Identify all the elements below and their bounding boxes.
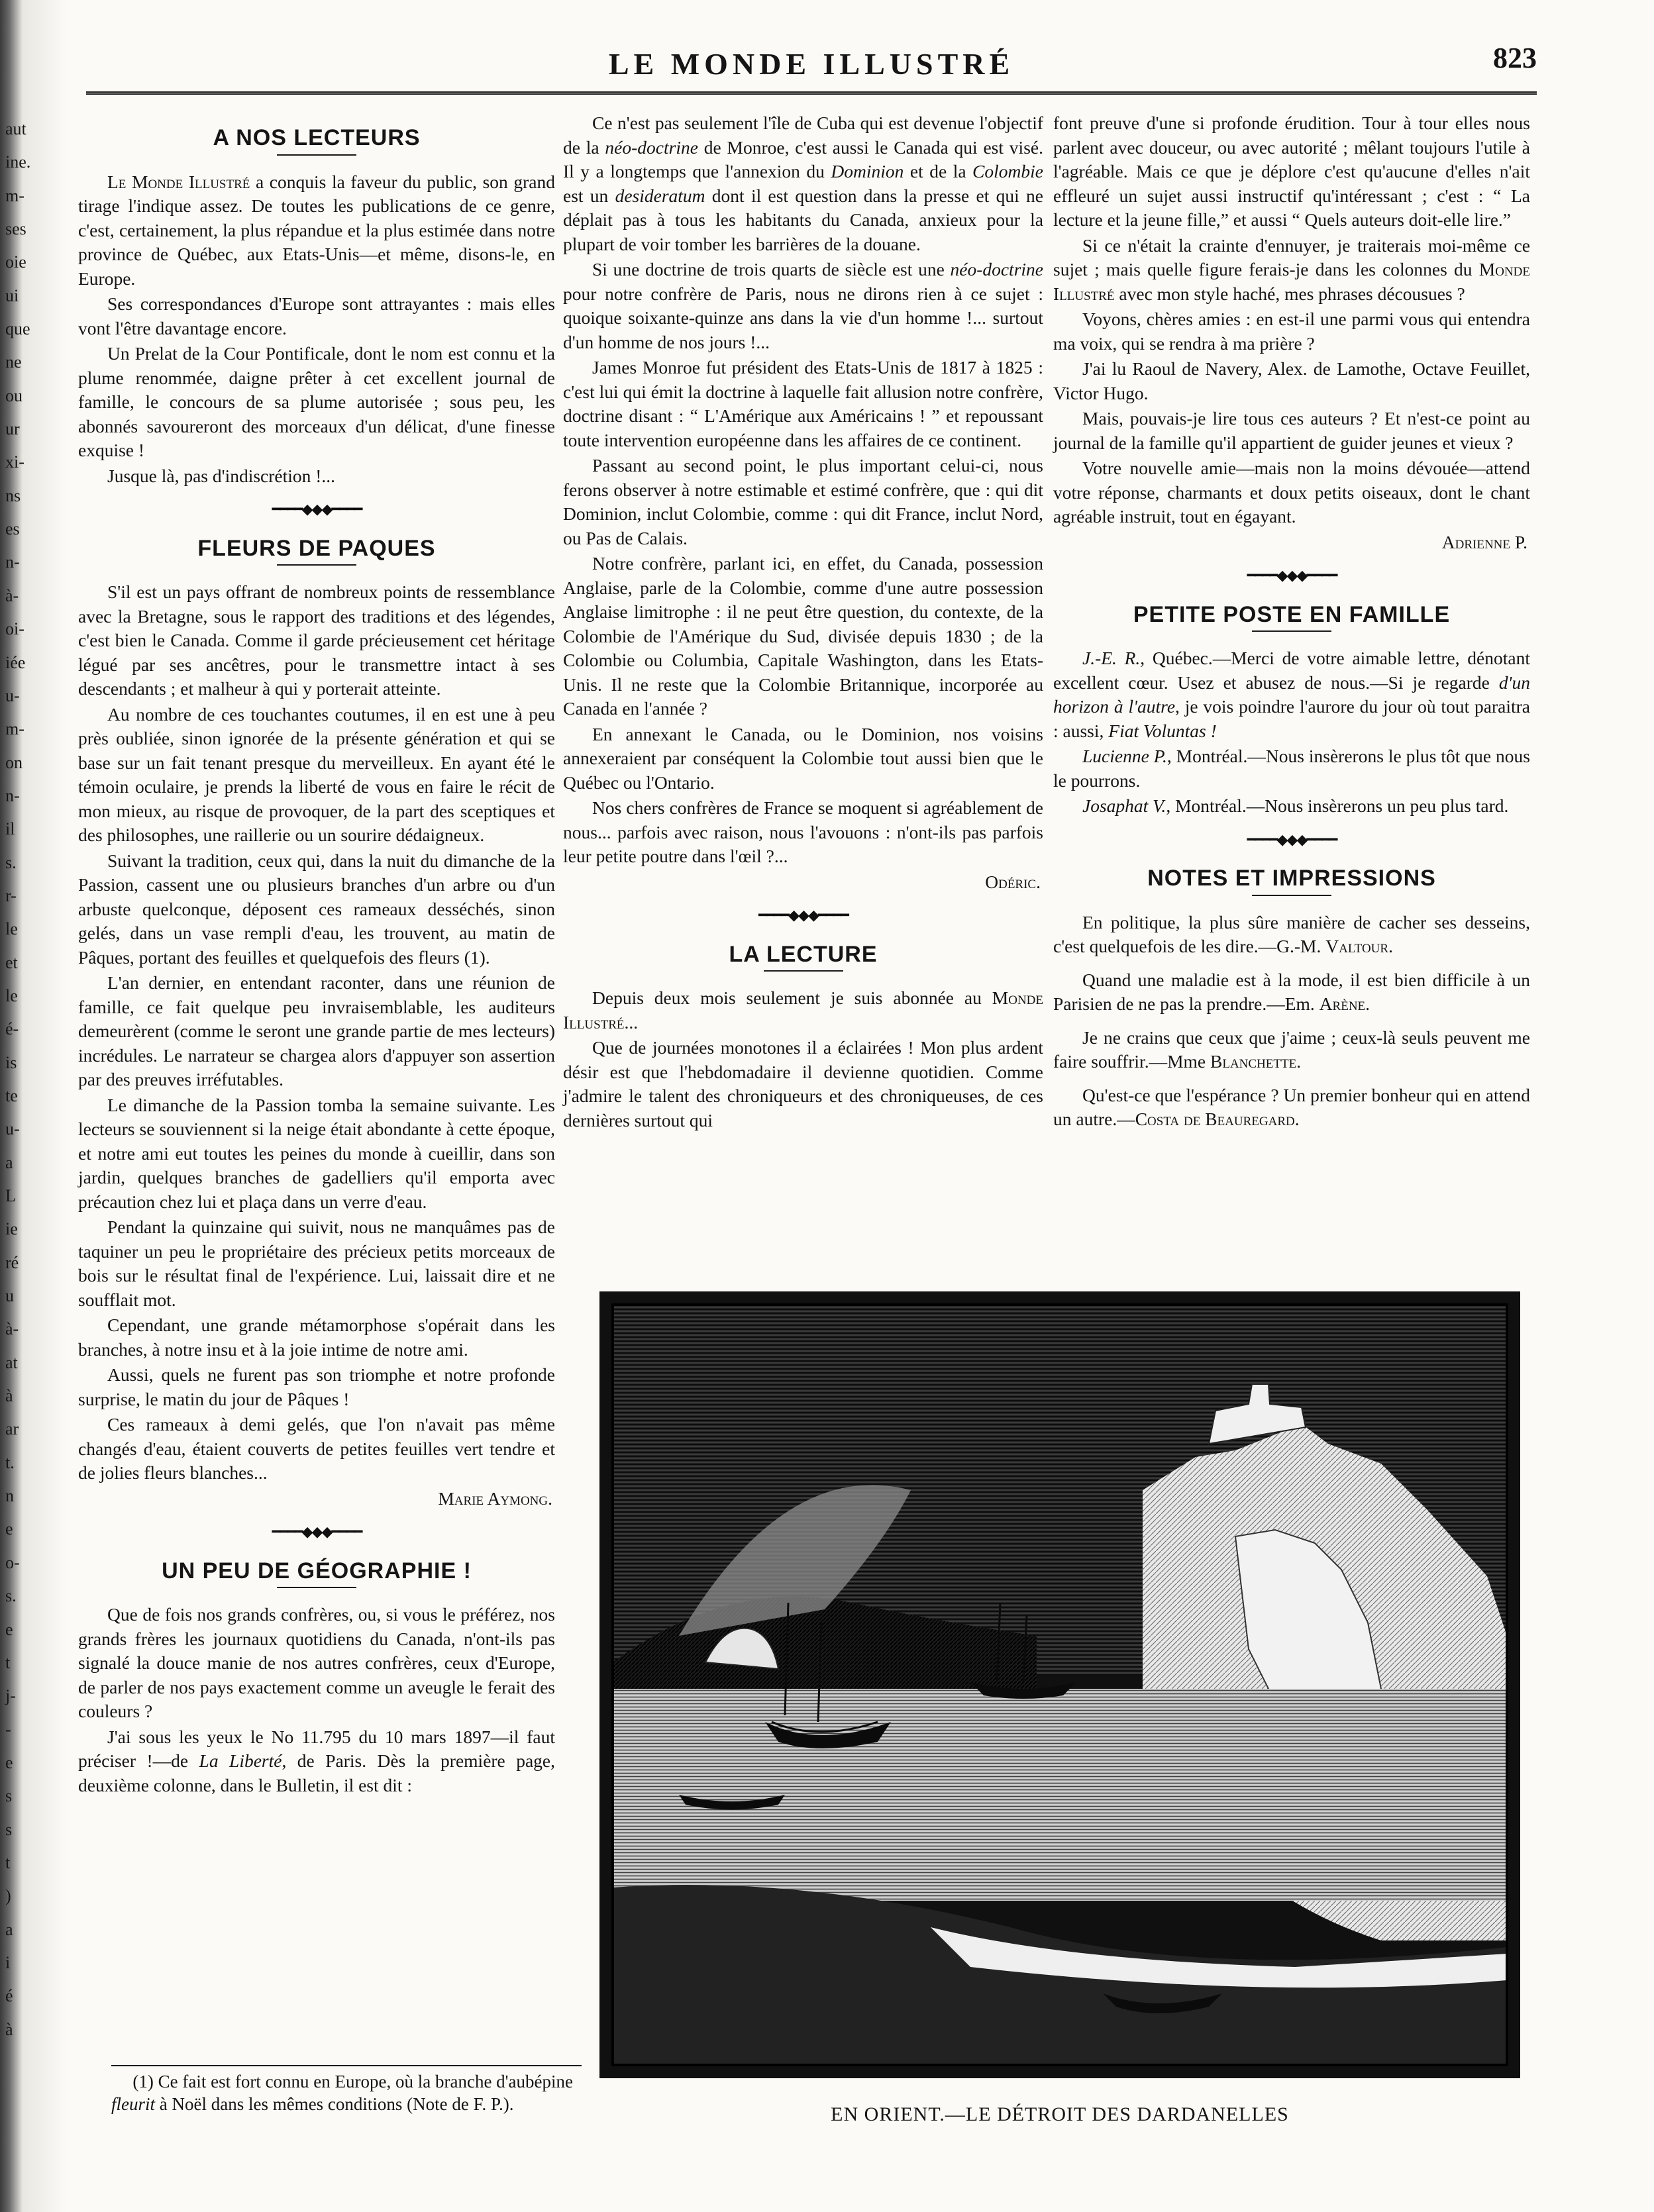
section-title-geographie: UN PEU DE GÉOGRAPHIE ! (162, 1558, 472, 1584)
paragraph: Ses correspondances d'Europe sont attrayantes : mais elles vont l'être davantage encore. (78, 293, 555, 338)
binding-fragment: ui (5, 285, 19, 305)
section-ornament: ━━━━◆◆◆━━━━ (1247, 567, 1337, 583)
binding-fragment: ) (5, 1886, 11, 1906)
binding-fragment: ne (5, 352, 22, 372)
column-1 (78, 111, 555, 1799)
binding-fragment: et (5, 952, 18, 972)
binding-fragment: s (5, 1786, 13, 1806)
binding-fragment: que (5, 319, 30, 339)
title-underline (1252, 630, 1331, 632)
paragraph: J'ai lu Raoul de Navery, Alex. de Lamothe, Octave Feuillet, Victor Hugo. (1053, 358, 1530, 403)
paragraph: Qu'est-ce que l'espérance ? Un premier bonheur qui en attend un autre.—Costa de Beauregard. (1053, 1084, 1530, 1129)
binding-fragment: i (5, 1952, 11, 1972)
binding-fragment: r- (5, 885, 17, 905)
paragraph: Le dimanche de la Passion tomba la semaine suivante. Les lecteurs se souviennent si la neige était abondante à cette époque, et notre ami eut toutes les peines du monde à cueillir, dans son jardin, quelques branches de gadelliers qu'il emporta avec précaution chez lui et plaça dans un verre d'eau. (78, 1094, 555, 1212)
section-title-la-lecture: LA LECTURE (729, 941, 878, 967)
binding-fragment: L (5, 1186, 16, 1206)
binding-fragment: t (5, 1852, 11, 1872)
section-ornament: ━━━━◆◆◆━━━━ (272, 501, 362, 517)
binding-fragment: u- (5, 1119, 20, 1139)
paragraph: Un Prelat de la Cour Pontificale, dont le nom est connu et la plume renommée, daigne prêter à cet excellent journal de famille, le concours de sa plume autorisée ; sous peu, les abonnés savoureront des morceaux d'un délicat, d'une finesse exquise ! (78, 343, 555, 460)
paragraph: Passant au second point, le plus important celui-ci, nous ferons observer à notre estimable et estimé confrère, que : qui dit Dominion, inclut Colombie, comme : qui dit France, inclut Nord, ou Pas de Calais. (563, 455, 1043, 548)
column-3 (1053, 111, 1530, 1133)
section-ornament: ━━━━◆◆◆━━━━ (758, 907, 848, 923)
binding-fragment: à (5, 1386, 13, 1406)
binding-fragment: à- (5, 585, 19, 605)
binding-fragment: at (5, 1352, 18, 1372)
title-underline (277, 1587, 356, 1588)
binding-fragment: ine. (5, 152, 31, 172)
paragraph: Le Monde Illustré a conquis la faveur du public, son grand tirage l'indique assez. De toutes les publications de ce genre, c'est, certainement, la plus répandue et la plus estimée dans notre province de Québec, aux Etats-Unis—et même, disons-le, en Europe. (78, 171, 555, 289)
binding-fragment: e (5, 1519, 13, 1539)
binding-fragment: t. (5, 1452, 15, 1472)
paragraph: Suivant la tradition, ceux qui, dans la nuit du dimanche de la Passion, cassent une ou plusieurs branches d'un arbre ou d'un arbuste quelconque, déposent ces rameaux desséchés, sinon gelés, dans un vase rempli d'eau, les trouvent, au matin de Pâques, portant des feuilles et quelquefois des fleurs (1). (78, 850, 555, 968)
binding-fragment: is (5, 1052, 17, 1072)
binding-fragment: e (5, 1752, 13, 1772)
paragraph: Votre nouvelle amie—mais non la moins dévouée—attend votre réponse, charmants et doux petits oiseaux, dont le chant agréable instruit, tout en égayant. (1053, 458, 1530, 527)
author-signature: Marie Aymong. (438, 1487, 552, 1509)
paragraph: Si une doctrine de trois quarts de siècle est une néo-doctrine pour notre confrère de Paris, nous ne dirons rien à ce sujet : quoique soixante-quinze ans dans la vie d'un homme !... surtout d'un homme de nos jours !... (563, 259, 1043, 352)
binding-fragment: a (5, 1152, 13, 1172)
binding-fragment: m- (5, 719, 25, 739)
binding-fragment: n- (5, 552, 20, 572)
title-underline (277, 154, 356, 156)
binding-fragment: a (5, 1919, 13, 1939)
paragraph: Je ne crains que ceux que j'aime ; ceux-là seuls peuvent me faire souffrir.—Mme Blanchette. (1053, 1027, 1530, 1072)
paragraph: Notre confrère, parlant ici, en effet, du Canada, possession Anglaise, parle de la Colombie, comme d'une autre possession Anglaise limitrophe : il ne peut être question, du contexte, de la Colombie de l'Amérique du Sud, divisée depuis 1830 ; de la Colombie ou Columbia, Capitale Washington, dans les Etats-Unis. Il ne reste que la Colombie Britannique, incorporée au Canada en l'année ? (563, 553, 1043, 719)
binding-fragment: ur (5, 419, 20, 439)
binding-fragment: le (5, 919, 18, 939)
paragraph: En annexant le Canada, ou le Dominion, nos voisins annexeraient par conséquent la Colombie tout aussi bien que le Québec ou l'Ontario. (563, 723, 1043, 793)
binding-fragment: ré (5, 1252, 19, 1272)
paragraph: Au nombre de ces touchantes coutumes, il en est une à peu près oubliée, sinon ignorée de la présente génération et qui se base sur un fait tenant presque du merveilleux. En ayant été le témoin oculaire, je prends la liberté de vous en faire le récit de mon mieux, au risque de provoquer, de la part des sceptiques et des philosophes, une raillerie ou un sourire dédaigneux. (78, 703, 555, 845)
paragraph: Aussi, quels ne furent pas son triomphe et notre profonde surprise, le matin du jour de Pâques ! (78, 1364, 555, 1409)
paragraph: S'il est un pays offrant de nombreux points de ressemblance avec la Bretagne, sous le rapport des traditions et des légendes, c'est bien le Canada. Comme il garde précieusement cet héritage légué par ses ancêtres, pour le transmettre intact à ses descendants ; et malheur à qui y porterait atteinte. (78, 581, 555, 699)
paragraph: Josaphat V., Montréal.—Nous insèrerons un peu plus tard. (1082, 795, 1509, 816)
binding-fragment: s (5, 1819, 13, 1839)
paragraph: Si ce n'était la crainte d'ennuyer, je traiterais moi-même ce sujet ; mais quelle figure ferais-je dans les colonnes du Monde Illustré avec mon style haché, mes phrases décousues ? (1053, 234, 1530, 304)
paragraph: L'an dernier, en entendant raconter, dans une réunion de famille, ce fait quelque peu invraisemblable, les auditeurs demeurèrent (comme le seront une grande partie de mes lecteurs) incrédules. Le narrateur se chargea alors d'appuyer son assertion par des preuves irréfutables. (78, 972, 555, 1089)
binding-fragment: le (5, 985, 18, 1005)
binding-fragment: j- (5, 1686, 16, 1706)
paragraph: Lucienne P., Montréal.—Nous insèrerons le plus tôt que nous le pourrons. (1053, 746, 1530, 791)
paragraph: Que de fois nos grands confrères, ou, si vous le préférez, nos grands frères les journaux quotidiens du Canada, n'ont-ils pas signalé la douce manie de nos autres confrères, ceux d'Europe, de parler de nos pays exactement comme un aveugle le ferait des couleurs ? (78, 1604, 555, 1721)
binding-fragment: t (5, 1652, 11, 1672)
binding-fragment: u- (5, 685, 20, 705)
binding-fragment: xi- (5, 452, 25, 472)
paragraph: Mais, pouvais-je lire tous ces auteurs ? Et n'est-ce point au journal de la famille qu'il appartient de guider jeunes et vieux ? (1053, 408, 1530, 453)
binding-fragment: o- (5, 1552, 20, 1572)
binding-fragment: n- (5, 785, 20, 805)
binding-fragment: il (5, 819, 15, 839)
binding-fragment: te (5, 1086, 18, 1105)
paragraph: James Monroe fut président des Etats-Unis de 1817 à 1825 : c'est lui qui émit la doctrine à laquelle fait allusion notre confrère, doctrine disant : “ L'Amérique aux Américains ! ” et repoussant toute intervention européenne dans les affaires de ce continent. (563, 357, 1043, 450)
section-ornament: ━━━━◆◆◆━━━━ (1247, 830, 1337, 848)
section-title-a-nos-lecteurs: A NOS LECTEURS (213, 125, 421, 150)
section-ornament: ━━━━◆◆◆━━━━ (272, 1523, 362, 1540)
paragraph: J'ai sous les yeux le No 11.795 du 10 mars 1897—il faut préciser !—de La Liberté, de Paris. Dès la première page, deuxième colonne, dans le Bulletin, il est dit : (78, 1726, 556, 1795)
paragraph: En politique, la plus sûre manière de cacher ses desseins, c'est quelquefois de les dire.—G.-M. Valtour. (1053, 911, 1530, 956)
binding-fragment: oi- (5, 619, 25, 639)
paragraph: Jusque là, pas d'indiscrétion !... (107, 465, 336, 486)
binding-fragment: aut (5, 119, 26, 138)
paragraph: font preuve d'une si profonde érudition. Tour à tour elles nous parlent avec douceur, ou avec autorité ; mêlant toujours l'utile à l'agréable. Mais ce que je déplore c'est qu'aucune d'elles n'ait effleuré un sujet aussi instructif qu'intéressant ; c'est : “ La lecture et la jeune fille,” et aussi “ Quels auteurs doit-elle lire.” (1053, 113, 1530, 230)
paragraph: Ce n'est pas seulement l'île de Cuba qui est devenue l'objectif de la néo-doctrine de Monroe, c'est aussi le Canada qui est visé. Il y a longtemps que l'annexion du Dominion et de la Colombie est un desideratum dont il est question dans la presse et qui ne déplait pas à tous les habitants du Canada, anxieux pour la plupart de voir tomber les barrières de la douane. (563, 113, 1043, 254)
paragraph: Nos chers confrères de France se moquent si agréablement de nous... parfois avec raison, nous l'avouons : n'ont-ils pas parfois leur petite poutre dans l'œil ?... (563, 797, 1043, 866)
binding-fragment: n (5, 1486, 14, 1506)
binding-fragment: on (5, 752, 23, 772)
paragraph: Pendant la quinzaine qui suivit, nous ne manquâmes pas de taquiner un peu le propriétaire des précieux petits morceaux de bois sur le résultat final de l'expérience. Lui, laissait dire et ne soufflait mot. (78, 1217, 555, 1310)
title-underline (764, 970, 843, 972)
paragraph: Depuis deux mois seulement je suis abonnée au Monde Illustré... (563, 987, 1043, 1032)
paragraph: Que de journées monotones il a éclairées ! Mon plus ardent désir est que l'hebdomadaire il devienne quotidien. Comme j'admire le talent des chroniqueurs et des chroniqueuses, de ces dernières surtout qui (563, 1037, 1043, 1131)
binding-fragment: u (5, 1286, 14, 1306)
engraving-caption: EN ORIENT.—LE DÉTROIT DES DARDANELLES (831, 2103, 1289, 2125)
section-title-notes-impressions: NOTES ET IMPRESSIONS (1147, 866, 1436, 891)
paragraph: J.-E. R., Québec.—Merci de votre aimable lettre, dénotant excellent cœur. Usez et abusez de nous.—Si je regarde d'un horizon à l'autre, je vois poindre l'aurore du jour où tout paraitra : aussi, Fiat Voluntas ! (1053, 648, 1531, 741)
binding-fragment: oie (5, 252, 26, 272)
paragraph: Ces rameaux à demi gelés, que l'on n'avait pas même changés d'eau, étaient couverts de petites feuilles vert tendre et de jolies fleurs blanches... (78, 1414, 555, 1483)
binding-fragment: ns (5, 485, 21, 505)
title-underline (1252, 895, 1331, 896)
binding-fragment: à (5, 2019, 13, 2039)
binding-fragment: s. (5, 852, 17, 872)
section-title-petite-poste: PETITE POSTE EN FAMILLE (1133, 601, 1451, 627)
binding-fragment: ie (5, 1219, 18, 1239)
binding-fragment: à- (5, 1319, 19, 1339)
binding-fragment: s. (5, 1586, 17, 1606)
section-title-fleurs-de-paques: FLEURS DE PAQUES (197, 535, 436, 561)
binding-fragment: ar (5, 1419, 19, 1439)
title-underline (277, 564, 356, 566)
binding-fragment: é- (5, 1019, 19, 1039)
masthead (86, 30, 1537, 95)
page-number: 823 (1493, 42, 1537, 74)
binding-fragment: ses (5, 219, 26, 239)
column-2 (563, 111, 1043, 1134)
paragraph: Cependant, une grande métamorphose s'opérait dans les branches, à notre insu et à la joie intime de notre ami. (78, 1315, 555, 1360)
binding-fragment: é (5, 1986, 13, 2006)
binding-fragment: iée (5, 652, 26, 672)
binding-fragment: e (5, 1619, 13, 1639)
author-signature: Adrienne P. (1441, 531, 1527, 552)
footnote: (1) Ce fait est fort connu en Europe, où la branche d'aubépine fleurit à Noël dans les mêmes conditions (Note de F. P.). (111, 2065, 582, 2115)
binding-fragment: - (5, 1719, 11, 1739)
binding-fragment: es (5, 519, 20, 539)
paragraph: Voyons, chères amies : en est-il une parmi vous qui entendra ma voix, qui se rendra à ma prière ? (1053, 309, 1530, 354)
binding-fragment: m- (5, 185, 25, 205)
binding-fragment: ou (5, 385, 23, 405)
paragraph: Quand une maladie est à la mode, il est bien difficile à un Parisien de ne pas la prendre.—Em. Arène. (1053, 969, 1530, 1014)
engraving-dardanelles (599, 1291, 1520, 2078)
author-signature: Odéric. (985, 871, 1041, 892)
newspaper-title: LE MONDE ILLUSTRÉ (608, 47, 1015, 81)
